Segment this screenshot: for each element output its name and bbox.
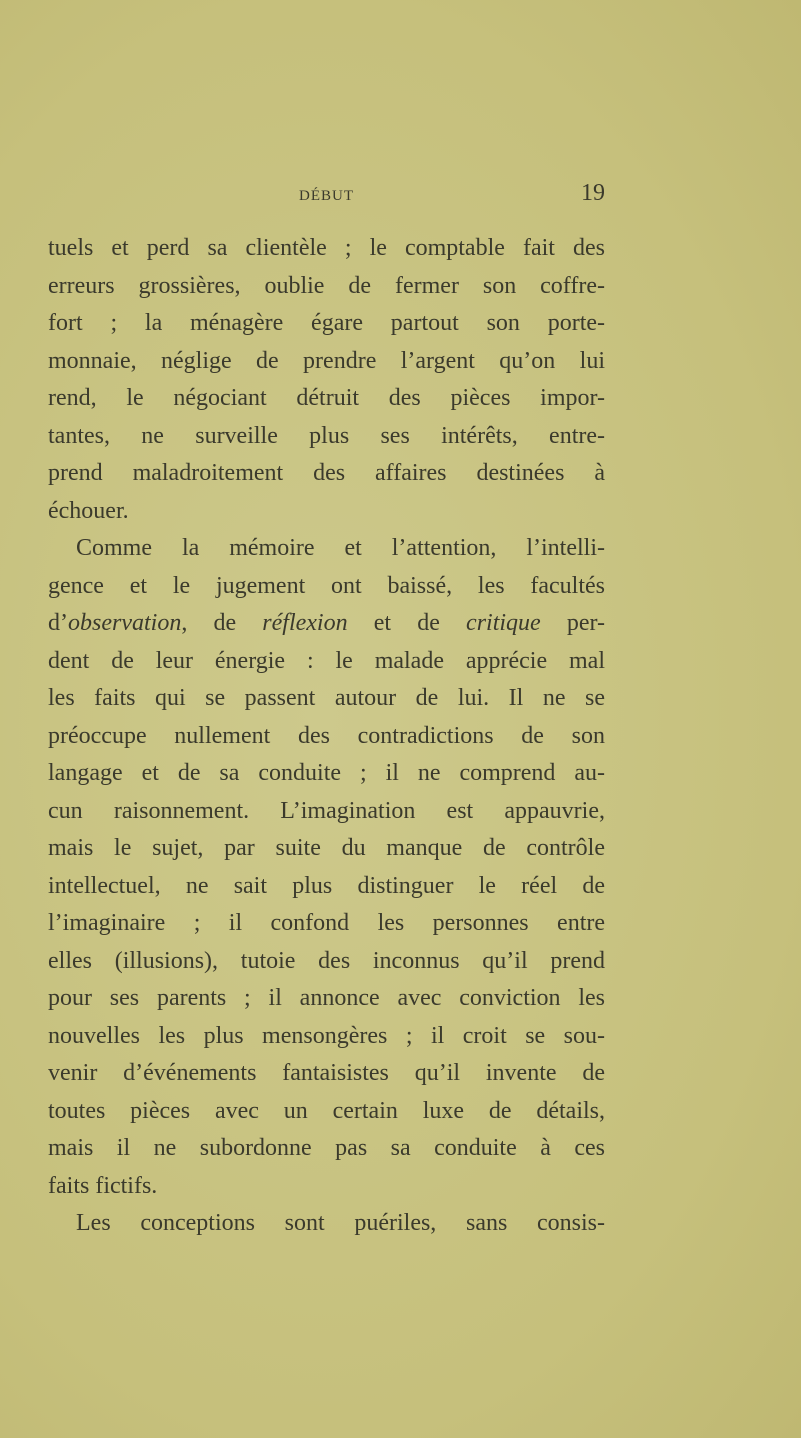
text-fragment: d’	[48, 610, 68, 636]
text-line: elles (illusions), tutoie des inconnus qu’il prend	[48, 947, 605, 974]
text-fragment: per-	[540, 610, 606, 636]
text-line: monnaie, néglige de prendre l’argent qu’on lui	[48, 347, 605, 374]
running-head-title: DÉBUT	[299, 188, 354, 204]
page-number: 19	[581, 180, 605, 206]
paragraph-start: Les conceptions sont puériles, sans consis-	[76, 1210, 605, 1236]
text-line: venir d’événements fantaisistes qu’il invente de	[48, 1060, 605, 1086]
text-line: tantes, ne surveille plus ses intérêts, entre-	[48, 422, 605, 449]
text-line: langage et de sa conduite ; il ne comprend au-	[48, 760, 605, 786]
text-line: mais le sujet, par suite du manque de contrôle	[48, 835, 605, 861]
text-fragment: , de	[181, 610, 263, 636]
text-line: les faits qui se passent autour de lui. Il ne se	[48, 685, 605, 711]
text-line: intellectuel, ne sait plus distinguer le réel de	[48, 872, 605, 899]
italic-term: critique	[466, 610, 541, 636]
text-fragment: et de	[347, 610, 467, 636]
text-line: toutes pièces avec un certain luxe de détails,	[48, 1097, 605, 1124]
text-line: dent de leur énergie : le malade apprécie mal	[48, 647, 605, 674]
italic-term: observation	[68, 610, 182, 636]
text-line: erreurs grossières, oublie de fermer son coffre-	[48, 272, 605, 299]
text-line	[48, 605, 605, 643]
text-line: gence et le jugement ont baissé, les facultés	[48, 572, 605, 599]
text-line: l’imaginaire ; il confond les personnes entre	[48, 910, 605, 936]
text-line: échouer.	[48, 497, 129, 524]
text-line: cun raisonnement. L’imagination est appauvrie,	[48, 797, 605, 824]
body-text	[48, 230, 605, 1243]
text-line: prend maladroitement des affaires destinées à	[48, 460, 605, 486]
text-line: tuels et perd sa clientèle ; le comptable fait des	[48, 235, 605, 261]
italic-term: réflexion	[262, 610, 348, 636]
text-line: mais il ne subordonne pas sa conduite à ces	[48, 1135, 605, 1161]
text-line: pour ses parents ; il annonce avec conviction les	[48, 985, 605, 1011]
text-line: rend, le négociant détruit des pièces impor-	[48, 385, 605, 411]
paragraph-start: Comme la mémoire et l’attention, l’intelli-	[76, 535, 605, 561]
running-head	[48, 180, 605, 210]
text-line: préoccupe nullement des contradictions de son	[48, 722, 605, 749]
text-line: faits fictifs.	[48, 1172, 158, 1199]
text-line: fort ; la ménagère égare partout son porte-	[48, 310, 605, 336]
text-line: nouvelles les plus mensongères ; il croit se sou-	[48, 1022, 605, 1049]
